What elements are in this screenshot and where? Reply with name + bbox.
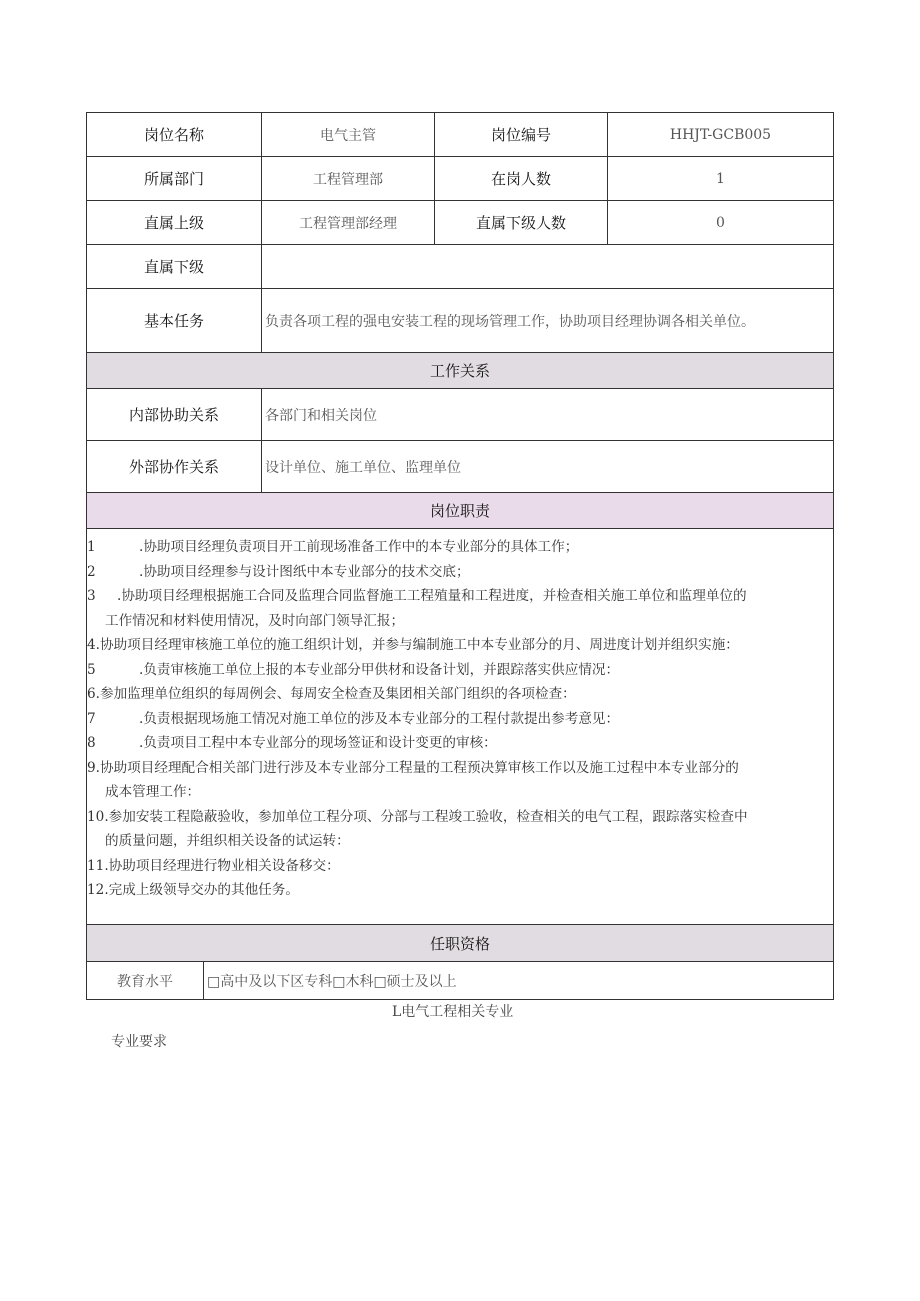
duty-text: .协助项目经理审核施工单位的施工组织计划，并参与编制施工中本专业部分的月、周进度计划并组织实施： xyxy=(95,637,739,653)
duty-number: 4 xyxy=(87,637,96,653)
duty-item xyxy=(87,854,833,879)
external-relations-label: 外部协作关系 xyxy=(86,440,262,493)
duty-item xyxy=(87,707,833,732)
duty-number: 9 xyxy=(87,759,96,776)
duty-text: .协助项目经理配合相关部门进行涉及本专业部分工程量的工程预决算审核工作以及施工过程中本专业部分的 xyxy=(95,759,739,776)
duty-number: 8 xyxy=(87,735,96,751)
duty-item xyxy=(87,633,833,658)
duty-number: 12 xyxy=(87,882,105,898)
duty-item xyxy=(87,731,833,756)
duty-text: 工作情况和材料使用情况，及时向部门领导汇报； xyxy=(105,612,405,629)
duty-text: .负责项目工程中本专业部分的现场签证和设计变更的审核： xyxy=(139,735,497,751)
duty-item xyxy=(87,682,833,707)
subordinates-count-value: 0 xyxy=(607,200,834,245)
subordinate-value xyxy=(261,244,834,289)
duty-number: 11 xyxy=(87,857,105,874)
duty-item xyxy=(87,756,833,781)
position-code-value: HHJT-GCB005 xyxy=(607,112,834,157)
qualifications-header: 任职资格 xyxy=(86,924,834,962)
duty-item xyxy=(87,535,833,560)
education-options: □高中及以下区专科□木科□硕士及以上 xyxy=(203,961,834,1000)
duty-item xyxy=(87,878,833,903)
department-value: 工程管理部 xyxy=(261,156,435,201)
duty-text: .协助项目经理负责项目开工前现场准备工作中的本专业部分的具体工作； xyxy=(139,539,579,555)
internal-relations-value: 各部门和相关岗位 xyxy=(261,388,834,441)
major-value: L电气工程相关专业 xyxy=(392,1004,514,1020)
duty-item xyxy=(87,658,833,683)
headcount-label: 在岗人数 xyxy=(434,156,608,201)
duty-number: 6 xyxy=(87,686,96,702)
position-name-label: 岗位名称 xyxy=(86,112,262,157)
position-name-value: 电气主管 xyxy=(261,112,435,157)
basic-task-label: 基本任务 xyxy=(86,288,262,353)
duty-item xyxy=(87,584,833,609)
duty-number: 5 xyxy=(87,661,96,678)
subordinates-count-label: 直属下级人数 xyxy=(434,200,608,245)
duty-number: 3 xyxy=(87,588,96,604)
superior-value: 工程管理部经理 xyxy=(261,200,435,245)
duty-item xyxy=(87,805,833,830)
duty-number: 10 xyxy=(87,808,105,825)
position-code-label: 岗位编号 xyxy=(434,112,608,157)
duty-item xyxy=(87,609,833,634)
duty-text: .协助项目经理参与设计图纸中本专业部分的技术交底； xyxy=(139,563,470,580)
duty-text: 的质量问题，并组织相关设备的试运转： xyxy=(105,833,350,849)
work-relations-header: 工作关系 xyxy=(86,352,834,389)
headcount-value: 1 xyxy=(607,156,834,201)
major-label: 专业要求 xyxy=(111,1034,167,1050)
internal-relations-label: 内部协助关系 xyxy=(86,388,262,441)
duty-text: .协助项目经理根据施工合同及监理合同监督施工工程殖量和工程进度，并检查相关施工单位和监理单位的 xyxy=(117,588,747,604)
basic-task-value: 负责各项工程的强电安装工程的现场管理工作，协助项目经理协调各相关单位。 xyxy=(261,288,834,353)
duties-header: 岗位职责 xyxy=(86,492,834,529)
superior-label: 直属上级 xyxy=(86,200,262,245)
duty-item xyxy=(87,780,833,805)
duty-text: 成本管理工作： xyxy=(105,784,201,800)
duty-text: .负责审核施工单位上报的本专业部分甲供材和设备计划，并跟踪落实供应情况： xyxy=(139,661,620,678)
duty-number: 1 xyxy=(87,539,96,555)
external-relations-value: 设计单位、施工单位、监理单位 xyxy=(261,440,834,493)
duty-item xyxy=(87,560,833,585)
duty-number: 2 xyxy=(87,563,96,580)
duties-list xyxy=(86,528,834,925)
duty-number: 7 xyxy=(87,710,96,727)
duty-text: .完成上级领导交办的其他任务。 xyxy=(104,882,299,898)
duty-text: .参加安装工程隐蔽验收，参加单位工程分项、分部与工程竣工验收，检查相关的电气工程，跟踪落实检查中 xyxy=(104,808,748,825)
duty-text: .参加监理单位组织的每周例会、每周安全检查及集团相关部门组织的各项检查： xyxy=(95,686,576,702)
department-label: 所属部门 xyxy=(86,156,262,201)
duty-text: .协助项目经理进行物业相关设备移交： xyxy=(104,857,340,874)
duty-item xyxy=(87,829,833,854)
subordinate-label: 直属下级 xyxy=(86,244,262,289)
duty-text: .负责根据现场施工情况对施工单位的涉及本专业部分的工程付款提出参考意见： xyxy=(139,710,620,727)
education-label: 教育水平 xyxy=(86,961,204,1000)
